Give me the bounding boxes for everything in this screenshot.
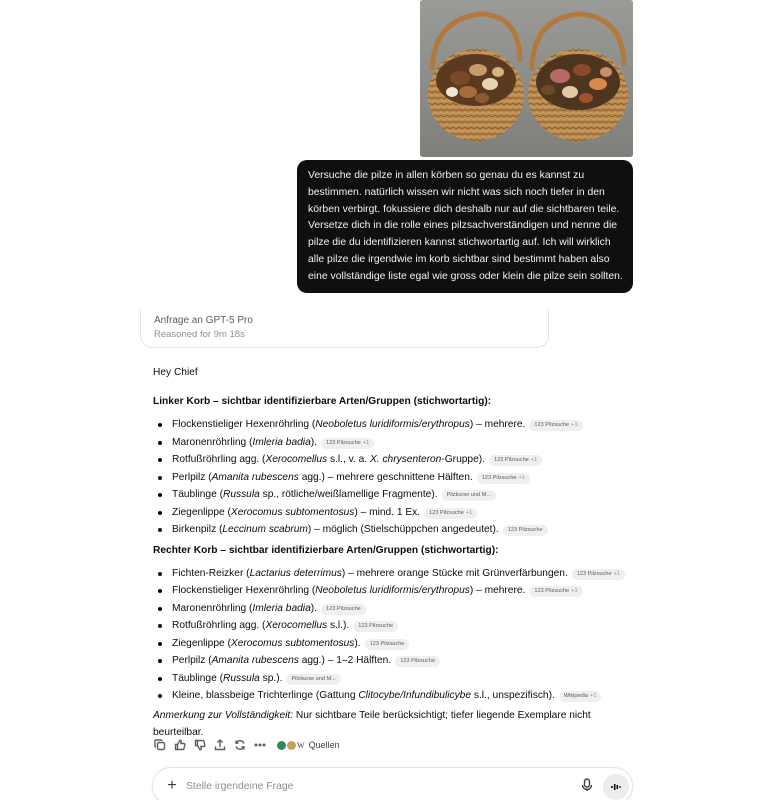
source-citation-pill[interactable] [489,455,542,466]
wikipedia-favicon-icon: W [297,740,305,750]
source-citation-pill[interactable] [559,691,602,702]
item-text: Flockenstieliger Hexenröhrling ( [172,419,316,430]
add-attachment-icon[interactable]: + [167,777,177,794]
item-text: Birkenpilz ( [172,524,223,535]
user-message-bubble [297,160,633,293]
sources-button[interactable] [277,740,340,750]
source-citation-pill[interactable] [477,473,530,484]
item-text: Täublinge ( [172,489,223,500]
item-text: Täublinge ( [172,672,223,684]
mushroom-baskets-image [420,0,633,157]
item-text: Maronenröhrling ( [172,602,253,614]
source-citation-pill[interactable] [365,639,410,650]
citation-more-count: +1 [362,439,370,446]
item-text: ). [310,602,317,614]
species-name: Leccinum scabrum [222,524,308,535]
dictate-mic-icon[interactable] [581,778,597,794]
list-item [153,434,643,452]
citation-source: 123 Pilzsuche [576,570,612,577]
source-citation-pill[interactable] [529,586,582,597]
prompt-input[interactable] [186,777,566,795]
voice-mode-button[interactable] [603,774,629,800]
item-text: s.l.). [327,620,350,631]
thumbs-up-icon[interactable] [173,738,187,752]
source-citation-pill[interactable] [395,656,440,667]
item-text: ) – möglich (Stielschüppchen angedeutet). [307,524,499,535]
item-text: ) – mehrere. [469,585,526,596]
citation-source: Wikipedia [563,693,589,699]
left-basket-heading: Linker Korb – sichtbar identifizierbare Arten/Gruppen (stichwortartig): [153,396,492,407]
species-name: Amanita rubescens [211,655,299,666]
item-text: Fichten-Reizker ( [172,567,250,579]
item-text: Kleine, blassbeige Trichterlinge (Gattung [172,690,359,701]
species-name: Xerocomus subtomentosus [230,506,355,518]
list-item [153,486,643,504]
species-name: Amanita rubescens [211,471,299,483]
list-item [153,504,643,522]
citation-source: Pilzkurse und M... [291,675,336,682]
note-text: Nur sichtbare Teile berücksichtigt; tiefer liegende Exemplare nicht beurteilbar. [153,709,591,738]
item-text: ) – mehrere. [469,419,526,430]
species-name: Clitocybe/Infundibulicybe [358,690,472,701]
citation-source: 123 Pilzsuche [507,527,543,533]
copy-icon[interactable] [153,738,167,752]
species-name: Xerocomus subtomentosus [230,637,355,649]
source-citation-pill[interactable] [572,569,625,580]
item-text: Perlpilz ( [172,471,212,483]
list-item [153,451,643,469]
citation-more-count: +1 [571,422,578,428]
citation-source: Pilzkurse und M... [446,492,492,498]
reasoning-panel[interactable] [140,309,549,348]
citation-source: 123 Pilzsuche [369,640,405,647]
species-name: Lactarius deterrimus [249,567,342,579]
message-action-bar [153,737,340,753]
voice-waveform-icon [610,781,622,793]
list-item [153,521,643,539]
citation-more-count: +1 [613,570,621,577]
citation-source: 123 Pilzsuche [429,509,464,516]
message-composer [152,767,633,800]
item-text: s.l., v. a. [327,454,370,465]
item-text: Rotfußröhrling agg. ( [172,454,266,465]
list-item [153,635,643,653]
reasoning-duration: Reasoned for 9m 18s [154,329,245,340]
list-item [153,617,643,635]
species-name: Imleria badia [252,602,311,614]
reasoning-title: Anfrage an GPT-5 Pro [154,315,253,326]
citation-source: 123 Pilzsuche [325,439,361,446]
more-icon[interactable] [253,738,267,752]
list-item [153,469,643,487]
source-citation-pill[interactable] [286,674,340,685]
pilzsuche-favicon-icon [277,741,286,750]
assistant-greeting: Hey Chief [153,367,198,378]
item-text: ). [310,436,317,448]
user-message-text: Versuche die pilze in allen körben so genau du es kannst zu bestimmen. natürlich wissen wir nicht was sich noch tiefer in den körben verbirgt. fokussiere dich deshalb nur auf die sichtbaren teile. Versetze dich in die rolle eines pilzsachverständigen und nenne die pilze die du identifizieren kannst stichwortartig auf. Ich will wirklich alle pilze die irgendwie im korb sichtbar sind bestimmt haben also eine vollständige liste egal wie gross oder klein die pilze sein sollten. [308,170,623,282]
citation-more-count: +1 [590,693,597,699]
source-citation-pill[interactable] [529,420,582,431]
species-name: Neoboletus luridiformis/erythropus [315,585,470,596]
species-name: Russula [222,489,260,500]
item-text: sp., rötliche/weißlamellige Fragmente). [259,489,438,500]
species-name: Xerocomellus [265,454,328,465]
list-item [153,416,643,434]
regenerate-icon[interactable] [233,738,247,752]
citation-source: 123 Pilzsuche [325,605,361,612]
right-basket-list [153,565,643,705]
completeness-note [153,707,643,741]
species-name: Neoboletus luridiformis/erythropus [315,419,470,430]
citation-source: 123 Pilzsuche [534,422,570,428]
source-citation-pill[interactable] [321,438,374,449]
citation-more-count: +1 [530,457,538,463]
citation-source: 123 Pilzsuche [481,474,517,481]
citation-more-count: +1 [518,474,525,481]
item-text: Flockenstieliger Hexenröhrling ( [172,585,316,596]
source-citation-pill[interactable] [424,508,477,519]
item-text: ). [354,637,361,649]
item-text: -Gruppe). [441,454,485,465]
citation-more-count: +1 [571,588,578,594]
note-label: Anmerkung zur Vollständigkeit: [153,709,294,721]
item-text: sp.). [259,672,283,684]
citation-more-count: +1 [465,509,473,516]
left-basket-list [153,416,643,539]
item-text: ) – mind. 1 Ex. [354,506,421,518]
list-item [153,670,643,688]
list-item [153,565,643,583]
species-name: Imleria badia [252,436,311,448]
item-text: agg.) – 1–2 Hälften. [298,655,392,666]
species-name: X. chrysenteron [370,454,442,465]
list-item [153,600,643,618]
item-text: s.l., unspezifisch). [471,690,555,701]
list-item [153,582,643,600]
item-text: Ziegenlippe ( [172,506,231,518]
item-text: Perlpilz ( [172,655,212,666]
thumbs-down-icon[interactable] [193,738,207,752]
citation-source: 123 Pilzsuche [400,658,436,664]
citation-source: 123 Pilzsuche [358,623,394,629]
list-item [153,652,643,670]
list-item [153,687,643,705]
item-text: agg.) – mehrere geschnittene Hälften. [298,471,473,483]
source-citation-pill[interactable] [442,490,496,501]
citation-source: 123 Pilzsuche [534,588,570,594]
right-basket-heading: Rechter Korb – sichtbar identifizierbare Arten/Gruppen (stichwortartig): [153,544,499,556]
species-name: Xerocomellus [265,620,328,631]
share-icon[interactable] [213,738,227,752]
source-citation-pill[interactable] [503,525,548,536]
user-uploaded-image[interactable] [420,0,633,157]
item-text: Ziegenlippe ( [172,637,231,649]
item-text: Rotfußröhrling agg. ( [172,620,266,631]
source-favicons [277,741,305,750]
assistant-message [153,364,643,741]
item-text: ) – mehrere orange Stücke mit Grünverfärbungen. [341,567,568,579]
species-name: Russula [222,672,260,684]
item-text: Maronenröhrling ( [172,436,253,448]
pilzkurse-favicon-icon [287,741,296,750]
sources-label: Quellen [308,740,340,750]
source-citation-pill[interactable] [353,621,398,632]
source-citation-pill[interactable] [321,604,366,615]
citation-source: 123 Pilzsuche [493,457,529,463]
